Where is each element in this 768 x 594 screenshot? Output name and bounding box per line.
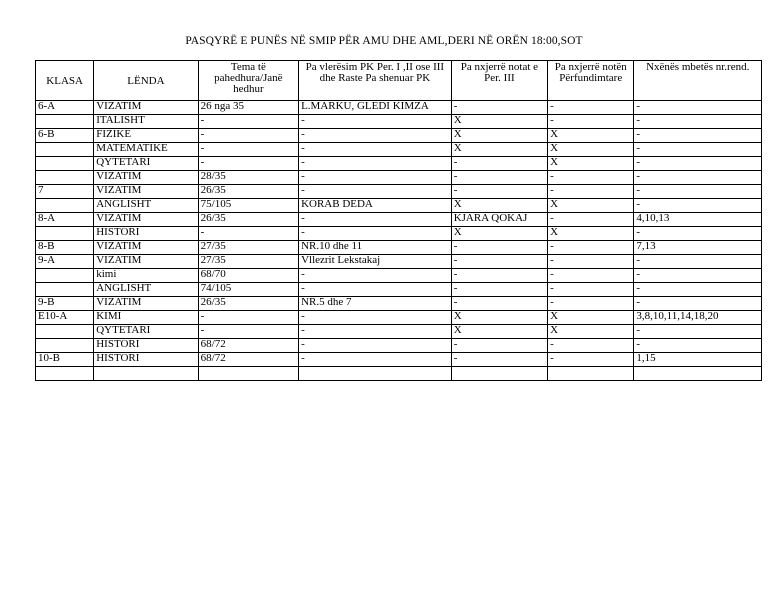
table-row bbox=[36, 367, 762, 381]
report-table bbox=[35, 60, 762, 381]
cell-tema: 27/35 bbox=[198, 241, 298, 255]
cell-nxenes: - bbox=[634, 101, 762, 115]
cell-tema: - bbox=[198, 227, 298, 241]
cell-klasa bbox=[36, 227, 94, 241]
cell-lenda: HISTORI bbox=[94, 339, 198, 353]
cell-tema: 26/35 bbox=[198, 185, 298, 199]
table-row bbox=[36, 353, 762, 367]
cell-tema: 68/72 bbox=[198, 339, 298, 353]
table-row bbox=[36, 143, 762, 157]
header-lenda: LËNDA bbox=[94, 61, 198, 101]
cell-nxenes: - bbox=[634, 325, 762, 339]
table-row bbox=[36, 185, 762, 199]
cell-nxenes: 3,8,10,11,14,18,20 bbox=[634, 311, 762, 325]
cell-nxenes: - bbox=[634, 143, 762, 157]
cell-notat: - bbox=[451, 171, 547, 185]
cell-nxenes: - bbox=[634, 129, 762, 143]
cell-notat: - bbox=[451, 339, 547, 353]
cell-lenda: VIZATIM bbox=[94, 213, 198, 227]
header-nxenes: Nxënës mbetës nr.rend. bbox=[634, 61, 762, 101]
cell-notat: - bbox=[451, 283, 547, 297]
cell-perf: - bbox=[548, 269, 634, 283]
cell-notat: - bbox=[451, 101, 547, 115]
cell-lenda: VIZATIM bbox=[94, 241, 198, 255]
cell-nxenes: - bbox=[634, 339, 762, 353]
cell-tema: - bbox=[198, 129, 298, 143]
cell-vleresim: - bbox=[299, 157, 452, 171]
cell-klasa bbox=[36, 171, 94, 185]
cell-nxenes: - bbox=[634, 185, 762, 199]
cell-vleresim: - bbox=[299, 213, 452, 227]
cell-perf: X bbox=[548, 325, 634, 339]
cell-lenda: HISTORI bbox=[94, 227, 198, 241]
cell-tema: 26/35 bbox=[198, 213, 298, 227]
cell-tema: 74/105 bbox=[198, 283, 298, 297]
cell-notat: - bbox=[451, 269, 547, 283]
cell-perf: - bbox=[548, 297, 634, 311]
cell-vleresim: - bbox=[299, 129, 452, 143]
cell-perf: - bbox=[548, 241, 634, 255]
cell-perf: X bbox=[548, 129, 634, 143]
table-row bbox=[36, 325, 762, 339]
cell-perf: - bbox=[548, 353, 634, 367]
cell-perf bbox=[548, 367, 634, 381]
cell-klasa: E10-A bbox=[36, 311, 94, 325]
cell-lenda: QYTETARI bbox=[94, 157, 198, 171]
cell-notat: X bbox=[451, 199, 547, 213]
cell-perf: - bbox=[548, 283, 634, 297]
cell-lenda: HISTORI bbox=[94, 353, 198, 367]
table-row bbox=[36, 241, 762, 255]
cell-klasa: 9-B bbox=[36, 297, 94, 311]
cell-vleresim: L.MARKU, GLEDI KIMZA bbox=[299, 101, 452, 115]
cell-lenda: VIZATIM bbox=[94, 297, 198, 311]
table-row bbox=[36, 311, 762, 325]
cell-vleresim: - bbox=[299, 311, 452, 325]
table-row bbox=[36, 339, 762, 353]
table-row bbox=[36, 227, 762, 241]
cell-tema: - bbox=[198, 325, 298, 339]
table-row bbox=[36, 255, 762, 269]
cell-klasa bbox=[36, 199, 94, 213]
cell-nxenes: - bbox=[634, 255, 762, 269]
cell-klasa bbox=[36, 157, 94, 171]
cell-vleresim: - bbox=[299, 283, 452, 297]
header-tema: Tema të pahedhura/Janë hedhur bbox=[198, 61, 298, 101]
cell-tema: 75/105 bbox=[198, 199, 298, 213]
header-perfundimtare: Pa nxjerrë notën Përfundimtare bbox=[548, 61, 634, 101]
cell-lenda: MATEMATIKE bbox=[94, 143, 198, 157]
cell-perf: - bbox=[548, 339, 634, 353]
cell-tema bbox=[198, 367, 298, 381]
cell-tema: 28/35 bbox=[198, 171, 298, 185]
cell-klasa: 6-B bbox=[36, 129, 94, 143]
cell-notat: X bbox=[451, 129, 547, 143]
cell-vleresim: - bbox=[299, 325, 452, 339]
cell-klasa bbox=[36, 269, 94, 283]
cell-notat: - bbox=[451, 157, 547, 171]
cell-tema: - bbox=[198, 157, 298, 171]
cell-nxenes: 1,15 bbox=[634, 353, 762, 367]
cell-nxenes: 7,13 bbox=[634, 241, 762, 255]
cell-vleresim: - bbox=[299, 185, 452, 199]
table-row bbox=[36, 171, 762, 185]
cell-klasa bbox=[36, 143, 94, 157]
cell-vleresim: - bbox=[299, 339, 452, 353]
cell-lenda: ANGLISHT bbox=[94, 283, 198, 297]
table-row bbox=[36, 213, 762, 227]
cell-lenda: VIZATIM bbox=[94, 255, 198, 269]
table-body bbox=[36, 101, 762, 381]
cell-lenda: kimi bbox=[94, 269, 198, 283]
cell-nxenes: - bbox=[634, 171, 762, 185]
table-row bbox=[36, 157, 762, 171]
cell-lenda: FIZIKE bbox=[94, 129, 198, 143]
header-vleresim: Pa vlerësim PK Per. I ,II ose III dhe Raste Pa shenuar PK bbox=[299, 61, 452, 101]
cell-nxenes: - bbox=[634, 227, 762, 241]
cell-notat: - bbox=[451, 255, 547, 269]
cell-tema: - bbox=[198, 115, 298, 129]
cell-notat: X bbox=[451, 227, 547, 241]
cell-lenda: ANGLISHT bbox=[94, 199, 198, 213]
cell-nxenes: - bbox=[634, 157, 762, 171]
table-row bbox=[36, 129, 762, 143]
cell-notat: X bbox=[451, 143, 547, 157]
cell-perf: X bbox=[548, 157, 634, 171]
table-row bbox=[36, 283, 762, 297]
cell-klasa bbox=[36, 283, 94, 297]
cell-vleresim: NR.5 dhe 7 bbox=[299, 297, 452, 311]
table-row bbox=[36, 115, 762, 129]
cell-tema: 26/35 bbox=[198, 297, 298, 311]
cell-vleresim: NR.10 dhe 11 bbox=[299, 241, 452, 255]
page-title: PASQYRË E PUNËS NË SMIP PËR AMU DHE AML,DERI NË ORËN 18:00,SOT bbox=[185, 35, 583, 47]
table-row bbox=[36, 269, 762, 283]
cell-vleresim: - bbox=[299, 227, 452, 241]
cell-nxenes: - bbox=[634, 199, 762, 213]
cell-nxenes: - bbox=[634, 283, 762, 297]
header-notat: Pa nxjerrë notat e Per. III bbox=[451, 61, 547, 101]
cell-klasa: 9-A bbox=[36, 255, 94, 269]
table-header-row bbox=[36, 61, 762, 101]
cell-vleresim bbox=[299, 367, 452, 381]
cell-vleresim: Vllezrit Lekstakaj bbox=[299, 255, 452, 269]
cell-klasa: 10-B bbox=[36, 353, 94, 367]
cell-lenda: ITALISHT bbox=[94, 115, 198, 129]
cell-perf: X bbox=[548, 311, 634, 325]
cell-tema: 26 nga 35 bbox=[198, 101, 298, 115]
cell-tema: 27/35 bbox=[198, 255, 298, 269]
cell-perf: X bbox=[548, 199, 634, 213]
cell-perf: - bbox=[548, 255, 634, 269]
cell-notat: - bbox=[451, 185, 547, 199]
cell-lenda: KIMI bbox=[94, 311, 198, 325]
cell-klasa bbox=[36, 115, 94, 129]
cell-nxenes: - bbox=[634, 269, 762, 283]
table-row bbox=[36, 101, 762, 115]
cell-klasa: 7 bbox=[36, 185, 94, 199]
cell-lenda: VIZATIM bbox=[94, 171, 198, 185]
cell-klasa bbox=[36, 367, 94, 381]
cell-notat: X bbox=[451, 325, 547, 339]
cell-nxenes: - bbox=[634, 115, 762, 129]
cell-tema: 68/72 bbox=[198, 353, 298, 367]
cell-notat: X bbox=[451, 115, 547, 129]
cell-lenda: QYTETARI bbox=[94, 325, 198, 339]
cell-notat: - bbox=[451, 353, 547, 367]
cell-klasa: 8-B bbox=[36, 241, 94, 255]
cell-perf: - bbox=[548, 213, 634, 227]
cell-nxenes: - bbox=[634, 297, 762, 311]
cell-lenda: VIZATIM bbox=[94, 101, 198, 115]
cell-notat: - bbox=[451, 241, 547, 255]
cell-perf: - bbox=[548, 185, 634, 199]
cell-vleresim: - bbox=[299, 171, 452, 185]
cell-nxenes: 4,10,13 bbox=[634, 213, 762, 227]
cell-vleresim: KORAB DEDA bbox=[299, 199, 452, 213]
cell-tema: - bbox=[198, 143, 298, 157]
cell-nxenes bbox=[634, 367, 762, 381]
table-row bbox=[36, 199, 762, 213]
cell-klasa bbox=[36, 325, 94, 339]
header-klasa: KLASA bbox=[36, 61, 94, 101]
cell-tema: 68/70 bbox=[198, 269, 298, 283]
cell-lenda bbox=[94, 367, 198, 381]
cell-perf: X bbox=[548, 143, 634, 157]
cell-klasa: 8-A bbox=[36, 213, 94, 227]
table-row bbox=[36, 297, 762, 311]
cell-vleresim: - bbox=[299, 115, 452, 129]
cell-notat: KJARA QOKAJ bbox=[451, 213, 547, 227]
cell-notat: X bbox=[451, 311, 547, 325]
cell-perf: - bbox=[548, 101, 634, 115]
cell-perf: - bbox=[548, 171, 634, 185]
cell-notat bbox=[451, 367, 547, 381]
cell-lenda: VIZATIM bbox=[94, 185, 198, 199]
cell-vleresim: - bbox=[299, 269, 452, 283]
cell-perf: X bbox=[548, 227, 634, 241]
cell-perf: - bbox=[548, 115, 634, 129]
cell-tema: - bbox=[198, 311, 298, 325]
cell-vleresim: - bbox=[299, 353, 452, 367]
cell-klasa bbox=[36, 339, 94, 353]
cell-klasa: 6-A bbox=[36, 101, 94, 115]
cell-vleresim: - bbox=[299, 143, 452, 157]
cell-notat: - bbox=[451, 297, 547, 311]
